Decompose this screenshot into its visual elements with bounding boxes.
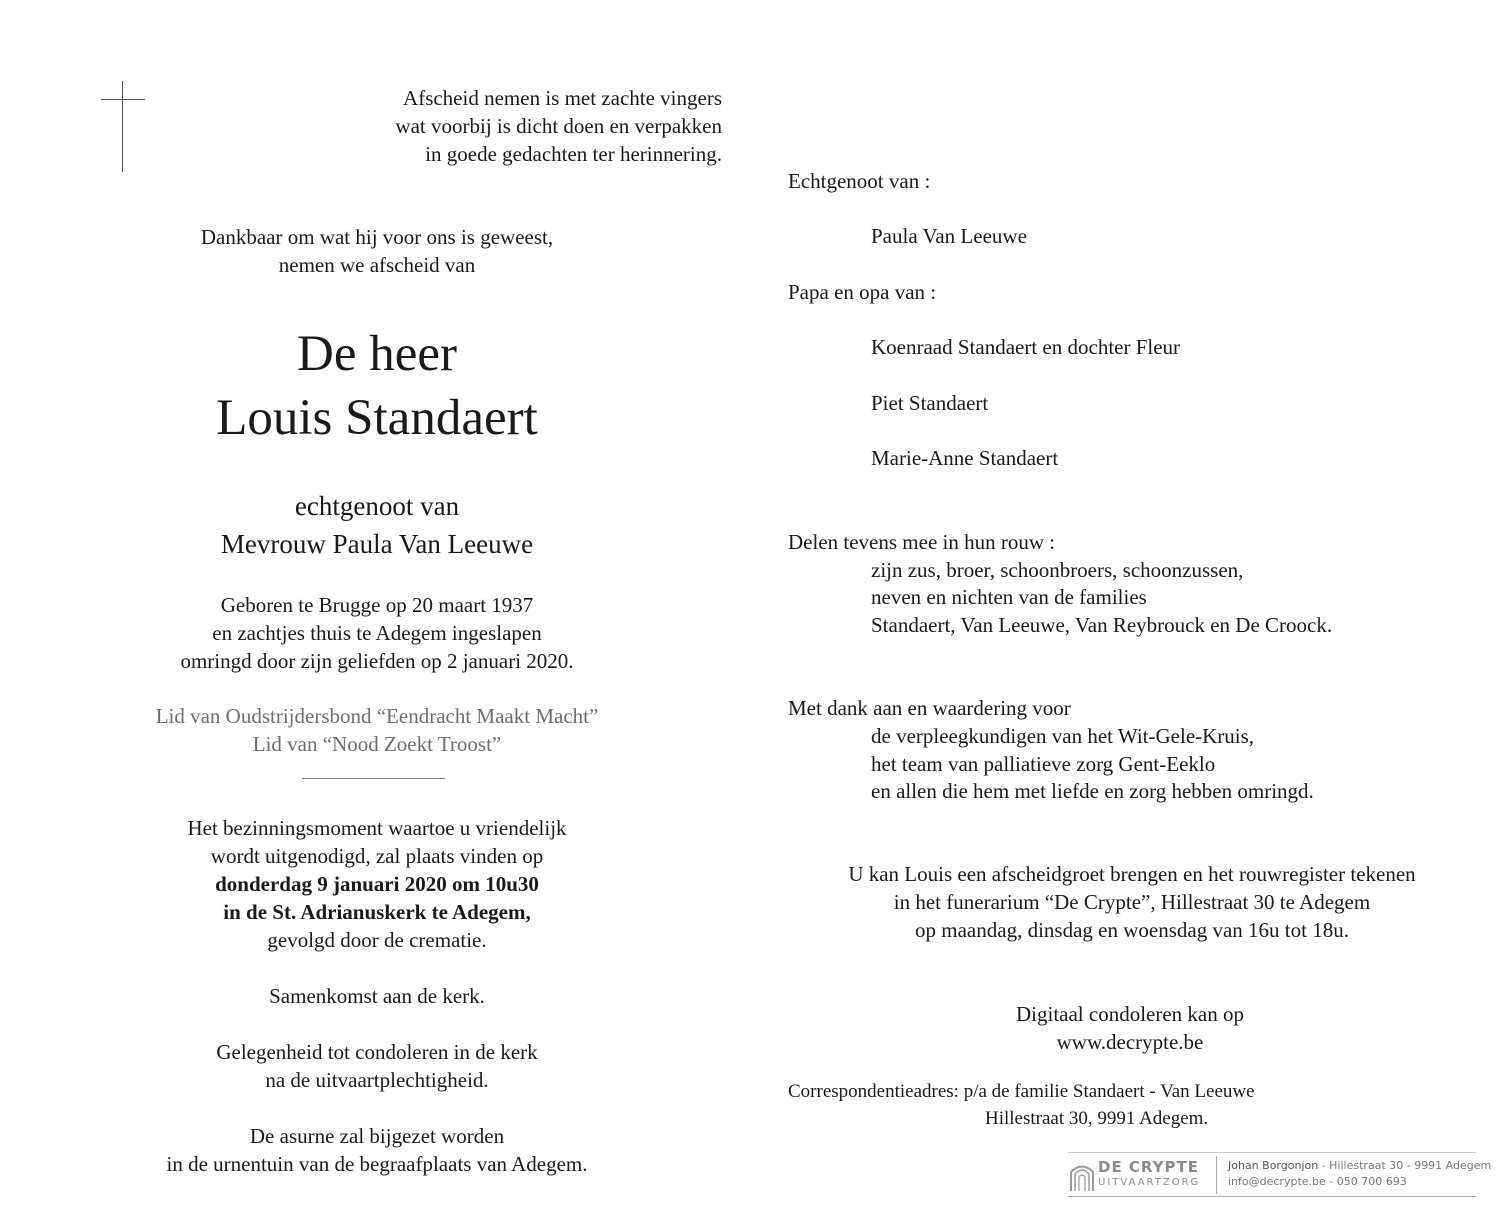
divider <box>302 778 445 779</box>
intro-line: Dankbaar om wat hij voor ons is geweest, <box>200 225 554 249</box>
thanks-label: Met dank aan en waardering voor <box>788 696 1071 720</box>
birth-line: omringd door zijn geliefden op 2 januari 2020. <box>180 649 574 673</box>
deceased-title: De heer <box>297 326 457 382</box>
cross-icon-horizontal <box>101 99 145 100</box>
digital-url[interactable]: www.decrypte.be <box>1056 1030 1204 1054</box>
urn-line: in de urnentuin van de begraafplaats van Adegem. <box>166 1152 588 1176</box>
deceased-name <box>130 322 624 450</box>
footer-contact-details: info@decrypte.be - 050 700 693 <box>1228 1175 1407 1188</box>
children-label: Papa en opa van : <box>788 280 937 304</box>
urn-line: De asurne zal bijgezet worden <box>249 1124 505 1148</box>
thanks-line: en allen die hem met liefde en zorg hebben omringd. <box>871 779 1314 803</box>
ceremony-block <box>130 814 624 1178</box>
child-item: Piet Standaert <box>871 391 989 415</box>
gathering-line: Samenkomst aan de kerk. <box>269 984 485 1008</box>
spouse-name-right: Paula Van Leeuwe <box>871 224 1027 248</box>
intro-line: nemen we afscheid van <box>278 253 476 277</box>
digital-condolence <box>930 1000 1330 1056</box>
brand-name: DE CRYPTE <box>1098 1158 1199 1176</box>
child-item: Marie-Anne Standaert <box>871 446 1059 470</box>
poem-line: Afscheid nemen is met zachte vingers <box>403 86 722 110</box>
condolence-line: na de uitvaartplechtigheid. <box>265 1068 489 1092</box>
membership-line: Lid van “Nood Zoekt Troost” <box>252 732 502 756</box>
spouse-block <box>130 487 624 563</box>
mourners-label: Delen tevens mee in hun rouw : <box>788 530 1056 554</box>
visit-block <box>805 860 1459 944</box>
brand-subtitle: UITVAARTZORG <box>1098 1177 1201 1188</box>
mourners-line: Standaert, Van Leeuwe, Van Reybrouck en De Croock. <box>871 613 1333 637</box>
spouse-line: echtgenoot van <box>294 491 460 521</box>
ceremony-invite: Het bezinningsmoment waartoe u vriendelijk <box>187 816 567 840</box>
contact-address: - Hillestraat 30 - 9991 Adegem <box>1318 1159 1492 1172</box>
mourners-line: neven en nichten van de families <box>871 585 1147 609</box>
ceremony-date: donderdag 9 januari 2020 om 10u30 <box>215 872 539 896</box>
birth-line: Geboren te Brugge op 20 maart 1937 <box>220 593 534 617</box>
correspondence-line: Correspondentieadres: p/a de familie Standaert - Van Leeuwe <box>788 1081 1255 1102</box>
ceremony-followed: gevolgd door de crematie. <box>267 928 487 952</box>
footer-contact <box>1228 1159 1491 1172</box>
thanks-line: de verpleegkundigen van het Wit-Gele-Kruis, <box>871 724 1255 748</box>
mourners-line: zijn zus, broer, schoonbroers, schoonzussen, <box>871 558 1244 582</box>
visit-line: U kan Louis een afscheidgroet brengen en het rouwregister tekenen <box>848 862 1416 886</box>
memberships <box>130 702 624 758</box>
visit-line: in het funerarium “De Crypte”, Hillestraat 30 te Adegem <box>893 890 1371 914</box>
birth-line: en zachtjes thuis te Adegem ingeslapen <box>212 621 542 645</box>
digital-line: Digitaal condoleren kan op <box>1015 1002 1244 1026</box>
deceased-full-name: Louis Standaert <box>216 390 538 446</box>
poem-line: wat voorbij is dicht doen en verpakken <box>395 114 722 138</box>
visit-line: op maandag, dinsdag en woensdag van 16u tot 18u. <box>915 918 1349 942</box>
cross-icon-vertical <box>122 81 123 172</box>
thanks-line: het team van palliatieve zorg Gent-Eeklo <box>871 752 1216 776</box>
footer-separator <box>1216 1156 1217 1194</box>
child-item: Koenraad Standaert en dochter Fleur <box>871 335 1181 359</box>
poem-line: in goede gedachten ter herinnering. <box>425 142 722 166</box>
ceremony-place: in de St. Adrianuskerk te Adegem, <box>223 900 531 924</box>
footer-brand <box>1068 1152 1492 1197</box>
crypt-arch-icon <box>1070 1160 1094 1192</box>
ceremony-invite: wordt uitgenodigd, zal plaats vinden op <box>210 844 544 868</box>
correspondence-address: Hillestraat 30, 9991 Adegem. <box>985 1108 1209 1129</box>
intro <box>130 223 624 279</box>
membership-line: Lid van Oudstrijdersbond “Eendracht Maakt Macht” <box>155 704 599 728</box>
contact-name: Johan Borgonjon <box>1228 1159 1319 1172</box>
spouse-name: Mevrouw Paula Van Leeuwe <box>220 529 534 559</box>
condolence-line: Gelegenheid tot condoleren in de kerk <box>216 1040 538 1064</box>
spouse-label: Echtgenoot van : <box>788 169 931 193</box>
birth-block <box>130 591 624 675</box>
poem <box>300 84 722 168</box>
